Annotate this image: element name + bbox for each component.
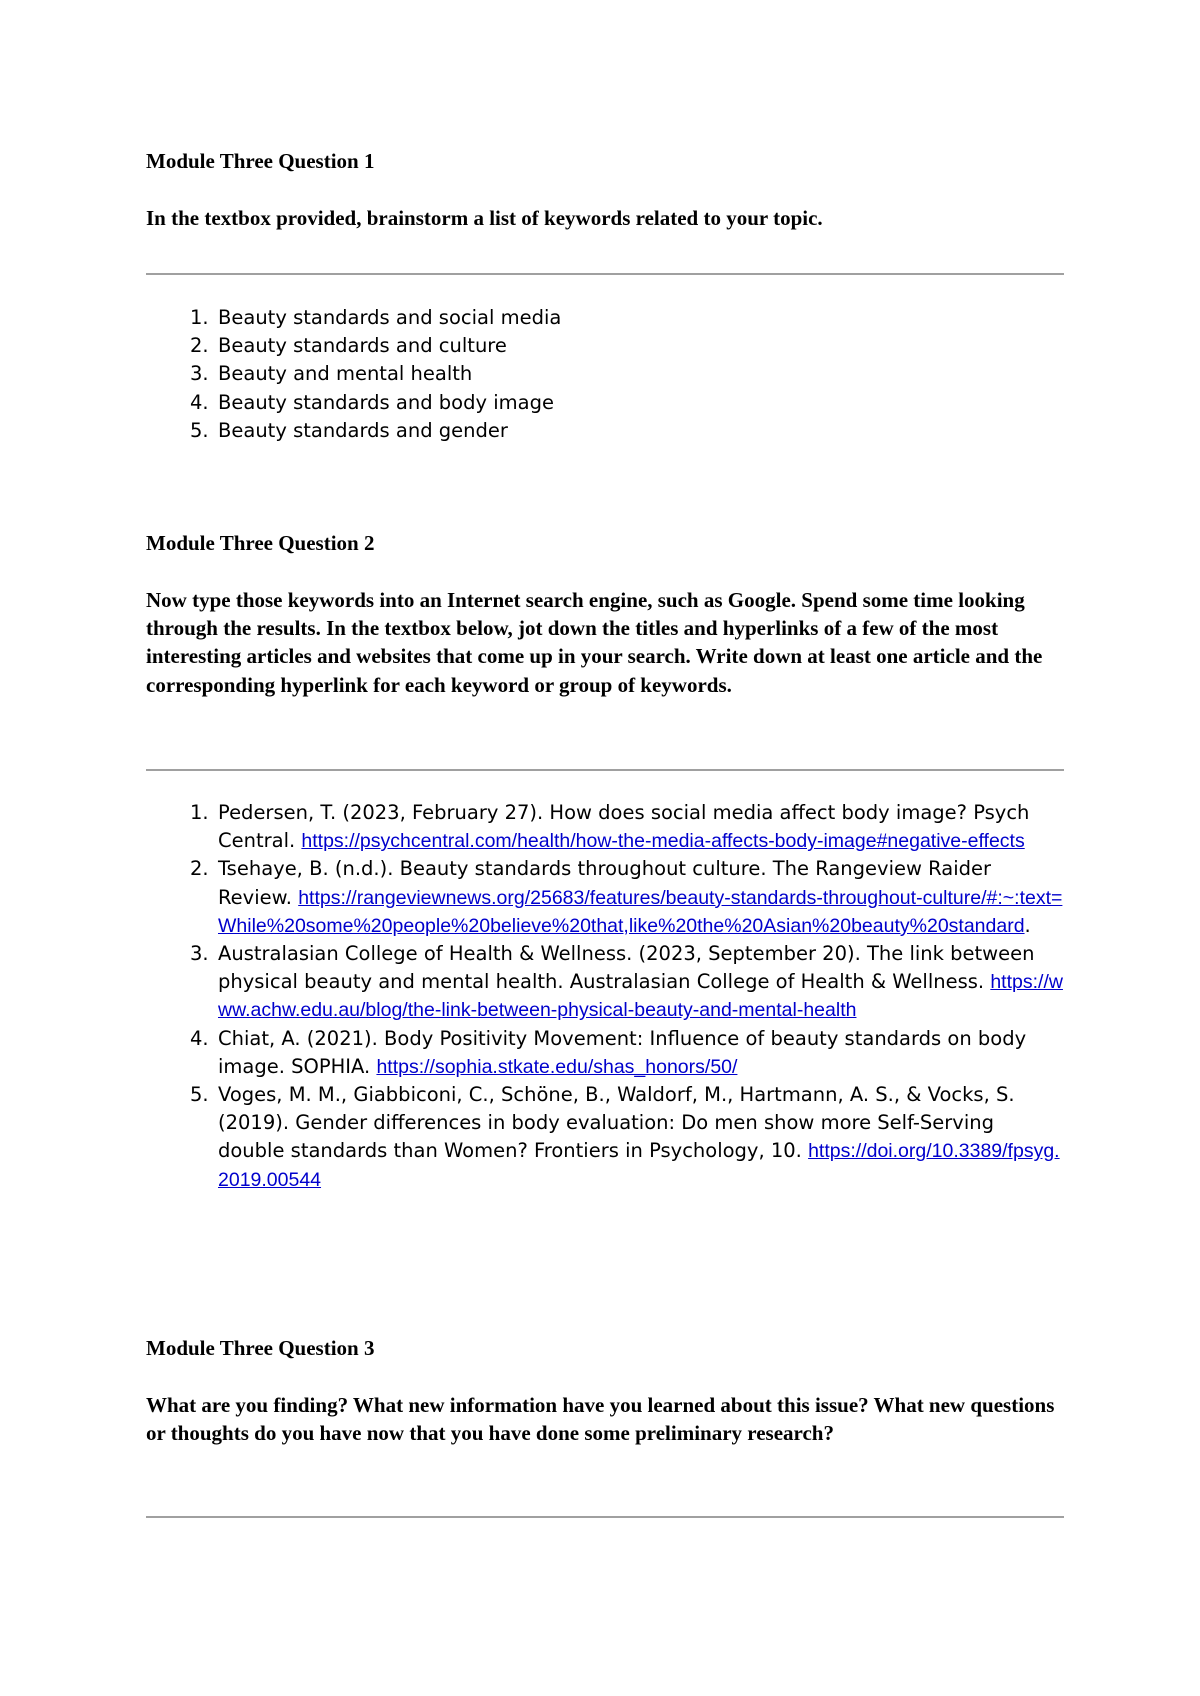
keyword-text: Beauty standards and body image bbox=[218, 390, 554, 414]
list-item: 2. Tsehaye, B. (n.d.). Beauty standards throughout culture. The Rangeview Raider Review. https://rangeviewnews.org/25683/features/beauty-standards-throughout-culture/#:~:text=While%20some%20people%20believe%20that,like%20the%20Asian%20beauty%20standard. bbox=[190, 857, 1063, 937]
reference-link[interactable]: https://sophia.stkate.edu/shas_honors/50/ bbox=[376, 1055, 738, 1078]
list-item: 3. Australasian College of Health & Wellness. (2023, September 20). The link between physical beauty and mental health. Australasian College of Health & Wellness. https://www.achw.edu.au/blog/the-link-between-physical-beauty-and-mental-health bbox=[190, 942, 1063, 1022]
reference-link[interactable]: https://doi.org/10.3389/fpsyg.2019.00544 bbox=[218, 1140, 1060, 1191]
reference-text: Australasian College of Health & Wellness. (2023, September 20). The link between physical beauty and mental health. Australasian College of Health & Wellness. bbox=[218, 942, 1035, 994]
reference-link[interactable]: https://www.achw.edu.au/blog/the-link-between-physical-beauty-and-mental-health bbox=[218, 971, 1063, 1022]
list-item: 5. Beauty standards and gender bbox=[190, 418, 508, 442]
q2-prompt: Now type those keywords into an Internet search engine, such as Google. Spend some time looking through the results. In the textbox below, jot down the titles and hyperlinks of a few of the most interesting articles and websites that come up in your search. Write down at least one article and the corresponding hyperlink for each keyword or group of keywords. bbox=[146, 588, 1043, 697]
list-item: 4. Beauty standards and body image bbox=[190, 390, 554, 414]
keyword-text: Beauty standards and culture bbox=[218, 334, 507, 358]
q3-prompt: What are you finding? What new information have you learned about this issue? What new questions or thoughts do you have now that you have done some preliminary research? bbox=[146, 1393, 1055, 1446]
q1-prompt: In the textbox provided, brainstorm a list of keywords related to your topic. bbox=[146, 206, 823, 230]
q2-reference-list bbox=[146, 799, 1066, 1194]
q3-divider bbox=[146, 1516, 1064, 1518]
keyword-text: Beauty and mental health bbox=[218, 362, 473, 386]
reference-text: Voges, M. M., Giabbiconi, C., Schöne, B., Waldorf, M., Hartmann, A. S., & Vocks, S. (2019). Gender differences in body evaluation: Do men show more Self-Serving double standards than Women? Frontiers in Psychology, 10. bbox=[218, 1083, 1015, 1163]
keyword-text: Beauty standards and gender bbox=[218, 418, 508, 442]
q3-heading: Module Three Question 3 bbox=[146, 1336, 375, 1360]
reference-text: Tsehaye, B. (n.d.). Beauty standards throughout culture. The Rangeview Raider Review. bbox=[218, 857, 992, 909]
q2-divider bbox=[146, 769, 1064, 771]
list-item: 5. Voges, M. M., Giabbiconi, C., Schöne, B., Waldorf, M., Hartmann, A. S., & Vocks, S. (2019). Gender differences in body evaluation: Do men show more Self-Serving double standards than Women? Frontiers in Psychology, 10. https://doi.org/10.3389/fpsyg.2019.00544 bbox=[190, 1083, 1060, 1191]
q2-heading: Module Three Question 2 bbox=[146, 531, 375, 555]
list-item: 1. Beauty standards and social media bbox=[190, 306, 562, 329]
reference-text: Chiat, A. (2021). Body Positivity Movement: Influence of beauty standards on body image. SOPHIA. bbox=[218, 1026, 1027, 1078]
reference-text: Pedersen, T. (2023, February 27). How does social media affect body image? Psych Central. bbox=[218, 801, 1030, 853]
reference-link[interactable]: https://rangeviewnews.org/25683/features/beauty-standards-throughout-culture/#:~:text=While%20some%20people%20believe%20that,like%20the%20Asian%20beauty%20standard bbox=[218, 886, 1063, 937]
list-item: 2. Beauty standards and culture bbox=[190, 334, 507, 358]
q1-divider bbox=[146, 273, 1064, 275]
list-item: 4. Chiat, A. (2021). Body Positivity Movement: Influence of beauty standards on body image. SOPHIA. https://sophia.stkate.edu/shas_honors/50/ bbox=[190, 1026, 1027, 1078]
list-item: 1. Pedersen, T. (2023, February 27). How does social media affect body image? Psych Central. https://psychcentral.com/health/how-the-media-affects-body-image#negative-effects bbox=[190, 801, 1030, 853]
q1-heading: Module Three Question 1 bbox=[146, 149, 375, 173]
q1-keyword-list bbox=[146, 304, 1064, 445]
keyword-text: Beauty standards and social media bbox=[218, 306, 562, 329]
list-item: 3. Beauty and mental health bbox=[190, 362, 473, 386]
reference-link[interactable]: https://psychcentral.com/health/how-the-media-affects-body-image#negative-effects bbox=[301, 830, 1025, 853]
